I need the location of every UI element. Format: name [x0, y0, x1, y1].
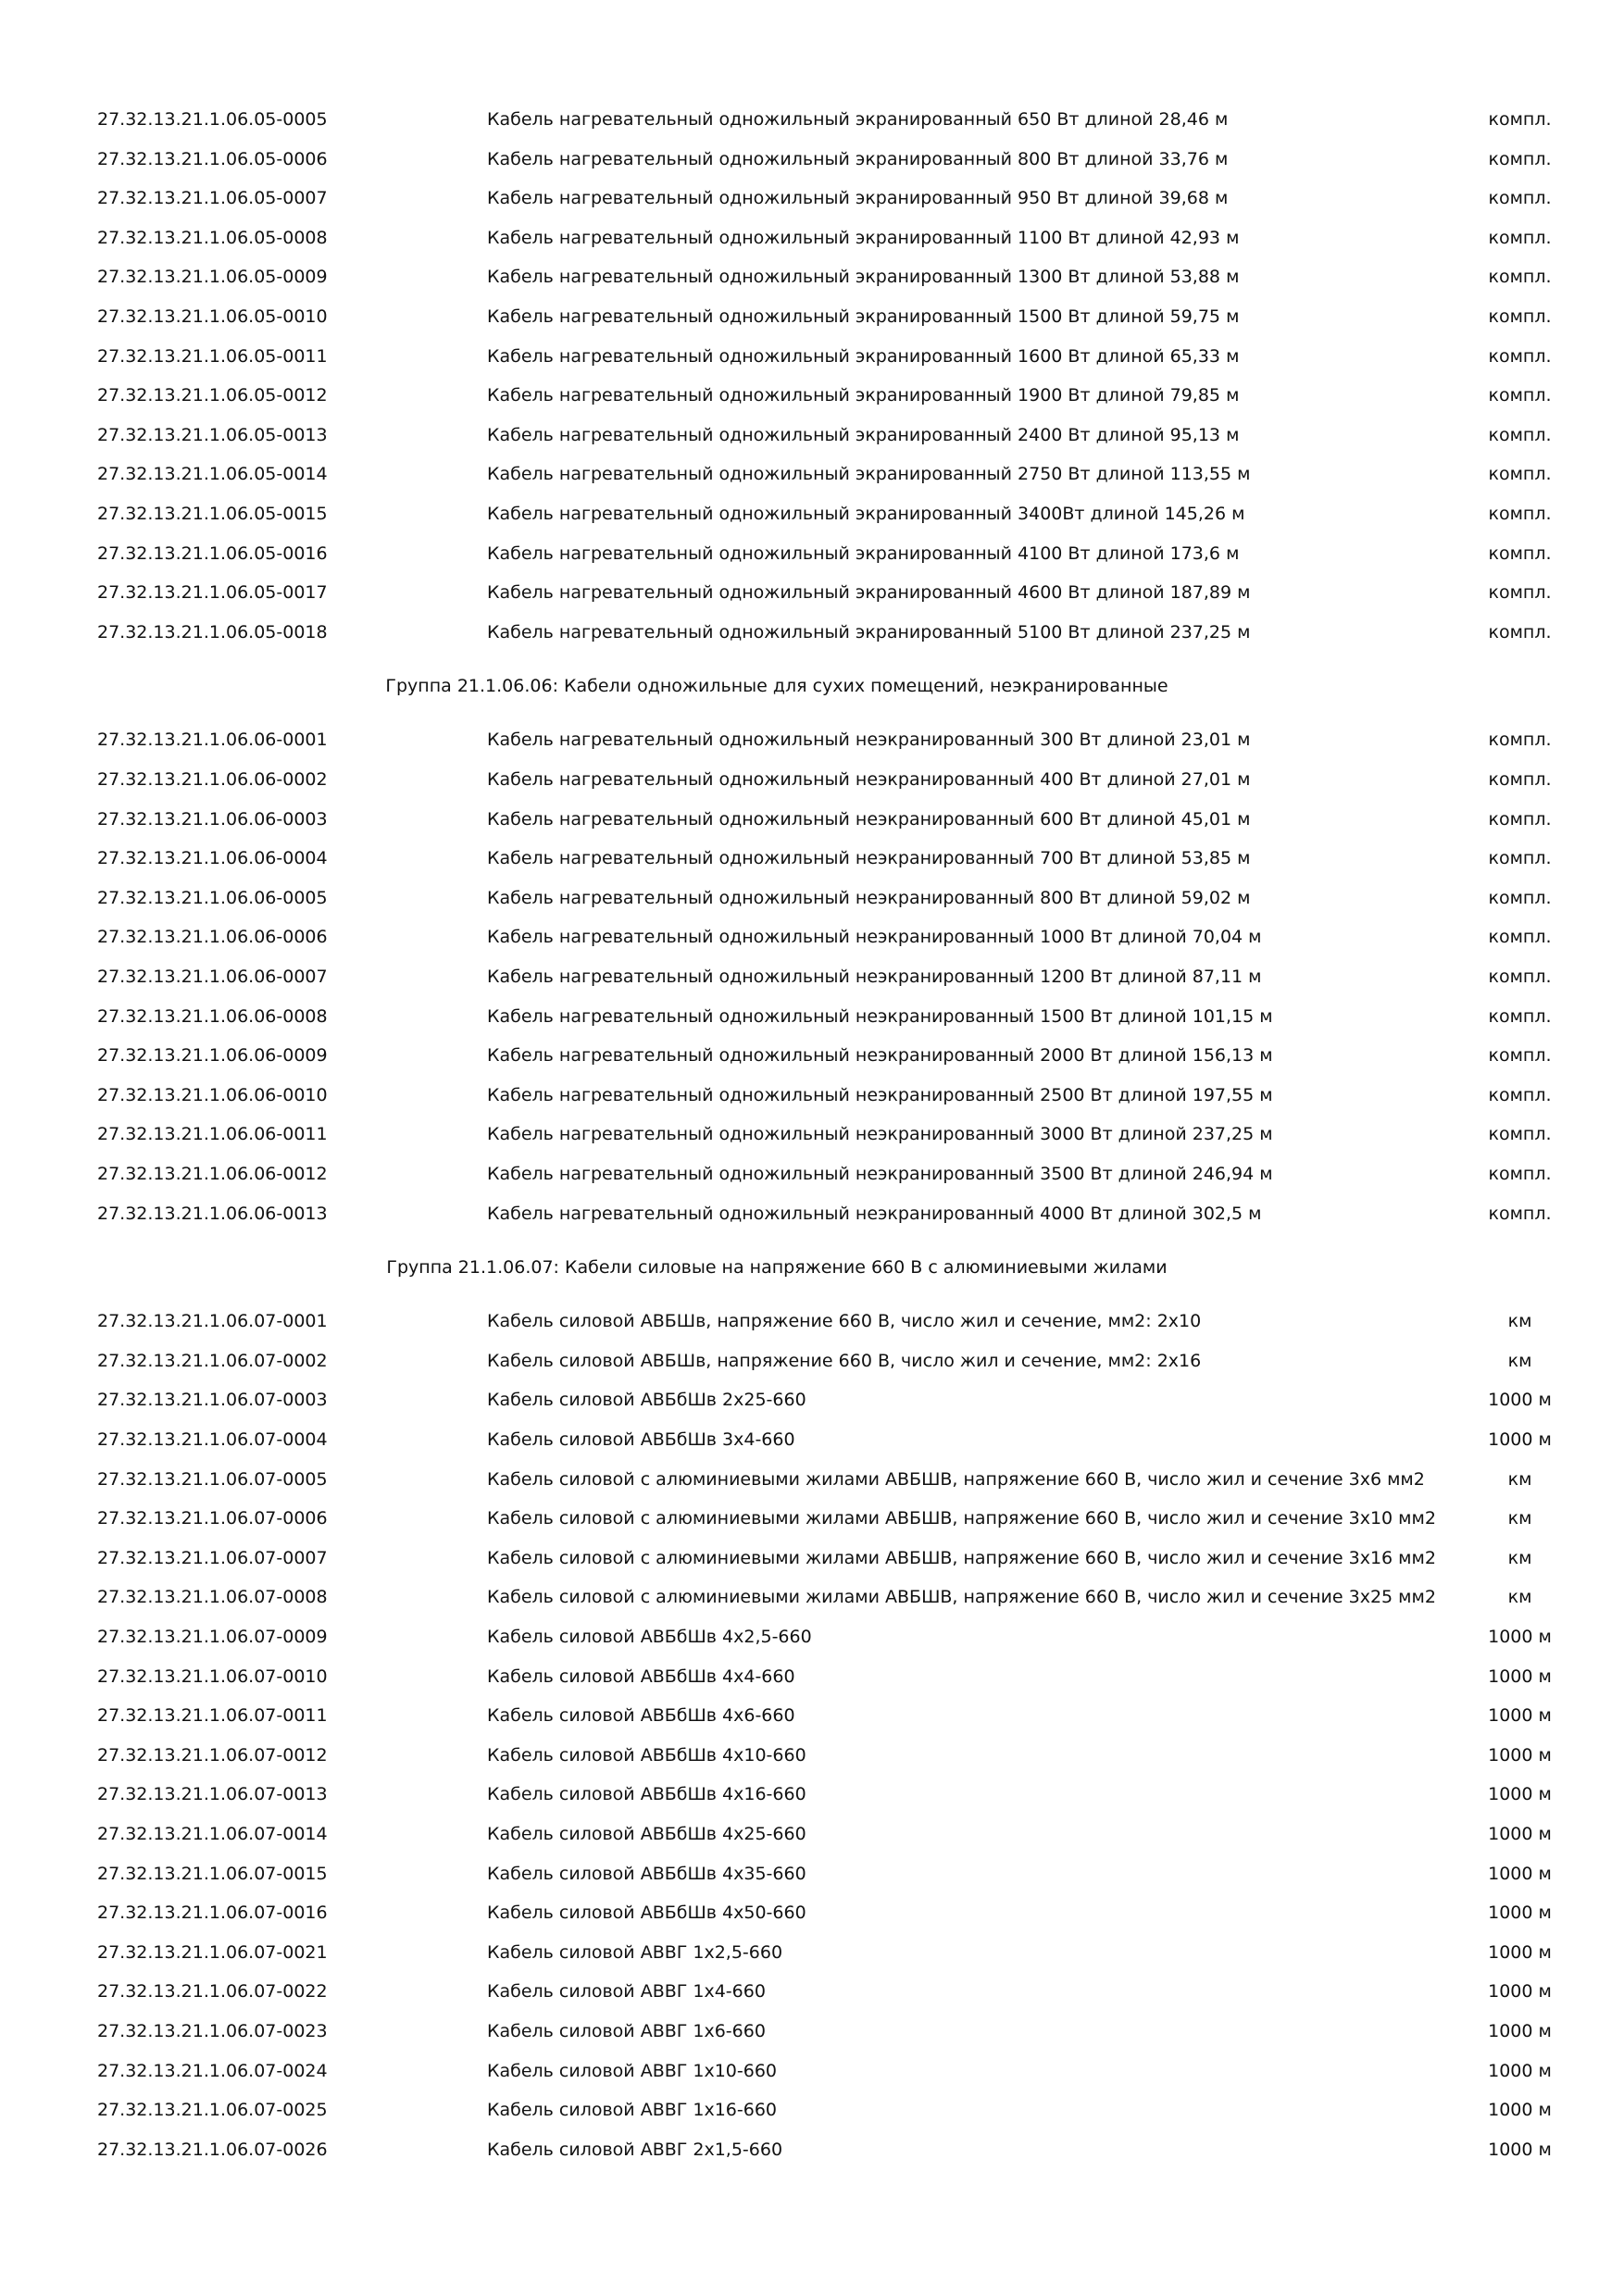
item-code: 27.32.13.21.1.06.05-0012 [97, 385, 328, 406]
table-row [0, 494, 1624, 533]
item-unit: компл. [1488, 769, 1552, 790]
item-unit: компл. [1488, 228, 1552, 248]
table-row [0, 1578, 1624, 1616]
table-row [0, 1460, 1624, 1499]
item-name: Кабель нагревательный одножильный экранированный 4600 Вт длиной 187,89 м [487, 582, 1251, 603]
table-row [0, 720, 1624, 759]
item-code: 27.32.13.21.1.06.07-0014 [97, 1824, 328, 1844]
item-unit: компл. [1488, 582, 1552, 603]
table-row [0, 140, 1624, 179]
item-name: Кабель силовой АВБбШв 4х6-660 [487, 1705, 795, 1726]
item-code: 27.32.13.21.1.06.07-0015 [97, 1864, 328, 1884]
table-row [0, 100, 1624, 139]
item-name: Кабель силовой АВБбШв 4х10-660 [487, 1745, 806, 1766]
item-unit: компл. [1488, 1085, 1552, 1105]
item-name: Кабель силовой АВВГ 1х10-660 [487, 2061, 778, 2081]
table-row [0, 416, 1624, 455]
item-unit: компл. [1488, 504, 1552, 524]
item-unit: 1000 м [1488, 1784, 1552, 1804]
item-unit: компл. [1488, 425, 1552, 445]
table-row [0, 1194, 1624, 1233]
item-code: 27.32.13.21.1.06.05-0015 [97, 504, 328, 524]
table-row [0, 1696, 1624, 1735]
item-code: 27.32.13.21.1.06.06-0008 [97, 1006, 328, 1027]
item-name: Кабель нагревательный одножильный неэкранированный 1500 Вт длиной 101,15 м [487, 1006, 1273, 1027]
table-row [0, 879, 1624, 917]
table-row [0, 218, 1624, 257]
group-title: Группа 21.1.06.06: Кабели одножильные для сухих помещений, неэкранированные [385, 676, 1168, 696]
item-unit: компл. [1488, 730, 1552, 750]
item-unit: км [1507, 1311, 1532, 1331]
item-unit: компл. [1488, 1045, 1552, 1066]
item-code: 27.32.13.21.1.06.07-0016 [97, 1903, 328, 1923]
item-unit: компл. [1488, 809, 1552, 830]
item-unit: 1000 м [1488, 2100, 1552, 2120]
table-row [0, 1933, 1624, 1972]
group-heading [0, 667, 1624, 705]
item-unit: 1000 м [1488, 1942, 1552, 1963]
item-name: Кабель силовой АВБбШв 4х2,5-660 [487, 1627, 812, 1647]
item-unit: 1000 м [1488, 1666, 1552, 1687]
item-name: Кабель нагревательный одножильный неэкранированный 1200 Вт длиной 87,11 м [487, 967, 1262, 987]
item-name: Кабель нагревательный одножильный неэкранированный 1000 Вт длиной 70,04 м [487, 927, 1262, 947]
item-name: Кабель силовой АВБШв, напряжение 660 В, число жил и сечение, мм2: 2х10 [487, 1311, 1202, 1331]
item-code: 27.32.13.21.1.06.06-0010 [97, 1085, 328, 1105]
table-row [0, 839, 1624, 878]
item-code: 27.32.13.21.1.06.07-0005 [97, 1469, 328, 1490]
item-name: Кабель нагревательный одножильный экранированный 2400 Вт длиной 95,13 м [487, 425, 1240, 445]
item-name: Кабель силовой с алюминиевыми жилами АВБШВ, напряжение 660 В, число жил и сечение 3х16 мм2 [487, 1548, 1436, 1568]
item-code: 27.32.13.21.1.06.05-0010 [97, 306, 328, 327]
item-code: 27.32.13.21.1.06.06-0011 [97, 1124, 328, 1144]
item-unit: компл. [1488, 622, 1552, 643]
item-unit: компл. [1488, 346, 1552, 367]
item-unit: компл. [1488, 927, 1552, 947]
table-row [0, 1154, 1624, 1193]
item-name: Кабель нагревательный одножильный неэкранированный 400 Вт длиной 27,01 м [487, 769, 1251, 790]
table-row [0, 800, 1624, 839]
table-row [0, 1893, 1624, 1932]
item-code: 27.32.13.21.1.06.07-0022 [97, 1981, 328, 2002]
item-name: Кабель нагревательный одножильный неэкранированный 800 Вт длиной 59,02 м [487, 888, 1251, 908]
item-unit: компл. [1488, 1124, 1552, 1144]
item-code: 27.32.13.21.1.06.07-0003 [97, 1390, 328, 1410]
item-name: Кабель нагревательный одножильный экранированный 1600 Вт длиной 65,33 м [487, 346, 1240, 367]
item-code: 27.32.13.21.1.06.05-0017 [97, 582, 328, 603]
item-unit: км [1507, 1587, 1532, 1607]
table-row [0, 1076, 1624, 1115]
item-name: Кабель нагревательный одножильный неэкранированный 2500 Вт длиной 197,55 м [487, 1085, 1273, 1105]
item-code: 27.32.13.21.1.06.06-0002 [97, 769, 328, 790]
item-name: Кабель нагревательный одножильный неэкранированный 4000 Вт длиной 302,5 м [487, 1204, 1262, 1224]
item-code: 27.32.13.21.1.06.07-0023 [97, 2021, 328, 2041]
item-code: 27.32.13.21.1.06.05-0011 [97, 346, 328, 367]
item-code: 27.32.13.21.1.06.07-0012 [97, 1745, 328, 1766]
item-code: 27.32.13.21.1.06.06-0009 [97, 1045, 328, 1066]
item-name: Кабель силовой с алюминиевыми жилами АВБШВ, напряжение 660 В, число жил и сечение 3х6 мм2 [487, 1469, 1425, 1490]
item-code: 27.32.13.21.1.06.06-0005 [97, 888, 328, 908]
item-unit: компл. [1488, 464, 1552, 484]
item-name: Кабель силовой АВВГ 1х4-660 [487, 1981, 766, 2002]
table-row [0, 257, 1624, 296]
item-name: Кабель нагревательный одножильный неэкранированный 3000 Вт длиной 237,25 м [487, 1124, 1273, 1144]
item-unit: 1000 м [1488, 1903, 1552, 1923]
item-name: Кабель силовой АВБбШв 4х25-660 [487, 1824, 806, 1844]
item-unit: 1000 м [1488, 1981, 1552, 2002]
item-code: 27.32.13.21.1.06.06-0012 [97, 1164, 328, 1184]
item-name: Кабель нагревательный одножильный экранированный 1100 Вт длиной 42,93 м [487, 228, 1240, 248]
item-name: Кабель силовой АВБбШв 2х25-660 [487, 1390, 806, 1410]
item-name: Кабель силовой АВВГ 1х6-660 [487, 2021, 766, 2041]
item-name: Кабель силовой АВБбШв 4х16-660 [487, 1784, 806, 1804]
item-code: 27.32.13.21.1.06.06-0003 [97, 809, 328, 830]
item-unit: 1000 м [1488, 2061, 1552, 2081]
table-row [0, 1420, 1624, 1459]
item-code: 27.32.13.21.1.06.07-0024 [97, 2061, 328, 2081]
item-unit: компл. [1488, 109, 1552, 130]
item-unit: 1000 м [1488, 1627, 1552, 1647]
table-row [0, 2052, 1624, 2090]
table-row [0, 613, 1624, 652]
item-name: Кабель нагревательный одножильный неэкранированный 600 Вт длиной 45,01 м [487, 809, 1251, 830]
table-row [0, 1302, 1624, 1341]
table-row [0, 1854, 1624, 1893]
item-unit: компл. [1488, 543, 1552, 564]
item-unit: 1000 м [1488, 1390, 1552, 1410]
item-name: Кабель силовой с алюминиевыми жилами АВБШВ, напряжение 660 В, число жил и сечение 3х10 мм2 [487, 1508, 1436, 1529]
item-code: 27.32.13.21.1.06.05-0006 [97, 149, 328, 169]
item-name: Кабель силовой АВБбШв 4х50-660 [487, 1903, 806, 1923]
item-code: 27.32.13.21.1.06.05-0013 [97, 425, 328, 445]
group-title: Группа 21.1.06.07: Кабели силовые на напряжение 660 В с алюминиевыми жилами [386, 1257, 1168, 1278]
table-row [0, 1380, 1624, 1419]
item-code: 27.32.13.21.1.06.06-0001 [97, 730, 328, 750]
table-row [0, 917, 1624, 956]
item-code: 27.32.13.21.1.06.07-0008 [97, 1587, 328, 1607]
table-row [0, 534, 1624, 573]
item-code: 27.32.13.21.1.06.05-0014 [97, 464, 328, 484]
item-code: 27.32.13.21.1.06.07-0010 [97, 1666, 328, 1687]
table-row [0, 1815, 1624, 1853]
item-code: 27.32.13.21.1.06.05-0018 [97, 622, 328, 643]
item-code: 27.32.13.21.1.06.07-0002 [97, 1351, 328, 1371]
item-unit: 1000 м [1488, 1705, 1552, 1726]
item-unit: компл. [1488, 967, 1552, 987]
item-code: 27.32.13.21.1.06.06-0004 [97, 848, 328, 868]
item-unit: км [1507, 1548, 1532, 1568]
item-name: Кабель нагревательный одножильный экранированный 1500 Вт длиной 59,75 м [487, 306, 1240, 327]
item-code: 27.32.13.21.1.06.07-0026 [97, 2140, 328, 2160]
table-row [0, 1341, 1624, 1380]
item-name: Кабель нагревательный одножильный экранированный 3400Вт длиной 145,26 м [487, 504, 1245, 524]
table-row [0, 1657, 1624, 1696]
item-code: 27.32.13.21.1.06.07-0025 [97, 2100, 328, 2120]
table-row [0, 1972, 1624, 2011]
item-name: Кабель нагревательный одножильный экранированный 1900 Вт длиной 79,85 м [487, 385, 1240, 406]
item-name: Кабель силовой АВВГ 1х2,5-660 [487, 1942, 783, 1963]
item-unit: компл. [1488, 306, 1552, 327]
item-name: Кабель нагревательный одножильный экранированный 650 Вт длиной 28,46 м [487, 109, 1229, 130]
item-unit: км [1507, 1469, 1532, 1490]
item-code: 27.32.13.21.1.06.07-0001 [97, 1311, 328, 1331]
item-code: 27.32.13.21.1.06.06-0007 [97, 967, 328, 987]
item-code: 27.32.13.21.1.06.07-0006 [97, 1508, 328, 1529]
item-name: Кабель нагревательный одножильный неэкранированный 300 Вт длиной 23,01 м [487, 730, 1251, 750]
table-row [0, 573, 1624, 612]
item-unit: 1000 м [1488, 1824, 1552, 1844]
table-row [0, 2130, 1624, 2169]
item-name: Кабель нагревательный одножильный экранированный 950 Вт длиной 39,68 м [487, 188, 1229, 208]
item-name: Кабель силовой АВБбШв 3х4-660 [487, 1429, 795, 1450]
table-row [0, 376, 1624, 415]
item-code: 27.32.13.21.1.06.05-0007 [97, 188, 328, 208]
item-code: 27.32.13.21.1.06.05-0009 [97, 267, 328, 287]
item-unit: компл. [1488, 888, 1552, 908]
item-unit: 1000 м [1488, 2021, 1552, 2041]
item-code: 27.32.13.21.1.06.06-0006 [97, 927, 328, 947]
item-code: 27.32.13.21.1.06.07-0009 [97, 1627, 328, 1647]
table-row [0, 1775, 1624, 1814]
table-row [0, 1736, 1624, 1775]
table-row [0, 2090, 1624, 2129]
item-name: Кабель силовой АВБШв, напряжение 660 В, число жил и сечение, мм2: 2х16 [487, 1351, 1202, 1371]
table-row [0, 957, 1624, 996]
item-name: Кабель силовой АВБбШв 4х4-660 [487, 1666, 795, 1687]
table-row [0, 179, 1624, 218]
item-code: 27.32.13.21.1.06.06-0013 [97, 1204, 328, 1224]
item-name: Кабель нагревательный одножильный неэкранированный 700 Вт длиной 53,85 м [487, 848, 1251, 868]
table-row [0, 2012, 1624, 2051]
table-row [0, 297, 1624, 336]
item-name: Кабель нагревательный одножильный экранированный 4100 Вт длиной 173,6 м [487, 543, 1240, 564]
item-unit: 1000 м [1488, 2140, 1552, 2160]
item-code: 27.32.13.21.1.06.05-0016 [97, 543, 328, 564]
item-unit: компл. [1488, 1006, 1552, 1027]
table-row [0, 1539, 1624, 1578]
item-name: Кабель нагревательный одножильный неэкранированный 3500 Вт длиной 246,94 м [487, 1164, 1273, 1184]
table-row [0, 760, 1624, 799]
item-unit: км [1507, 1508, 1532, 1529]
item-name: Кабель нагревательный одножильный экранированный 800 Вт длиной 33,76 м [487, 149, 1229, 169]
item-unit: 1000 м [1488, 1745, 1552, 1766]
item-unit: компл. [1488, 188, 1552, 208]
item-code: 27.32.13.21.1.06.07-0004 [97, 1429, 328, 1450]
item-code: 27.32.13.21.1.06.05-0008 [97, 228, 328, 248]
item-name: Кабель нагревательный одножильный экранированный 1300 Вт длиной 53,88 м [487, 267, 1240, 287]
item-code: 27.32.13.21.1.06.07-0007 [97, 1548, 328, 1568]
item-code: 27.32.13.21.1.06.05-0005 [97, 109, 328, 130]
item-name: Кабель нагревательный одножильный экранированный 2750 Вт длиной 113,55 м [487, 464, 1251, 484]
item-name: Кабель силовой АВВГ 2х1,5-660 [487, 2140, 783, 2160]
item-name: Кабель силовой АВВГ 1х16-660 [487, 2100, 778, 2120]
item-unit: компл. [1488, 267, 1552, 287]
table-row [0, 997, 1624, 1036]
table-row [0, 455, 1624, 493]
item-name: Кабель силовой АВБбШв 4х35-660 [487, 1864, 806, 1884]
table-row [0, 1115, 1624, 1154]
item-unit: км [1507, 1351, 1532, 1371]
item-code: 27.32.13.21.1.06.07-0021 [97, 1942, 328, 1963]
item-unit: компл. [1488, 149, 1552, 169]
item-name: Кабель силовой с алюминиевыми жилами АВБШВ, напряжение 660 В, число жил и сечение 3х25 мм2 [487, 1587, 1436, 1607]
item-name: Кабель нагревательный одножильный экранированный 5100 Вт длиной 237,25 м [487, 622, 1251, 643]
item-unit: компл. [1488, 848, 1552, 868]
table-row [0, 337, 1624, 376]
item-unit: компл. [1488, 1204, 1552, 1224]
item-code: 27.32.13.21.1.06.07-0013 [97, 1784, 328, 1804]
item-unit: компл. [1488, 1164, 1552, 1184]
table-row [0, 1499, 1624, 1538]
group-heading [0, 1248, 1624, 1287]
item-name: Кабель нагревательный одножильный неэкранированный 2000 Вт длиной 156,13 м [487, 1045, 1273, 1066]
table-row [0, 1617, 1624, 1656]
table-row [0, 1036, 1624, 1075]
item-code: 27.32.13.21.1.06.07-0011 [97, 1705, 328, 1726]
item-unit: 1000 м [1488, 1864, 1552, 1884]
item-unit: компл. [1488, 385, 1552, 406]
item-unit: 1000 м [1488, 1429, 1552, 1450]
